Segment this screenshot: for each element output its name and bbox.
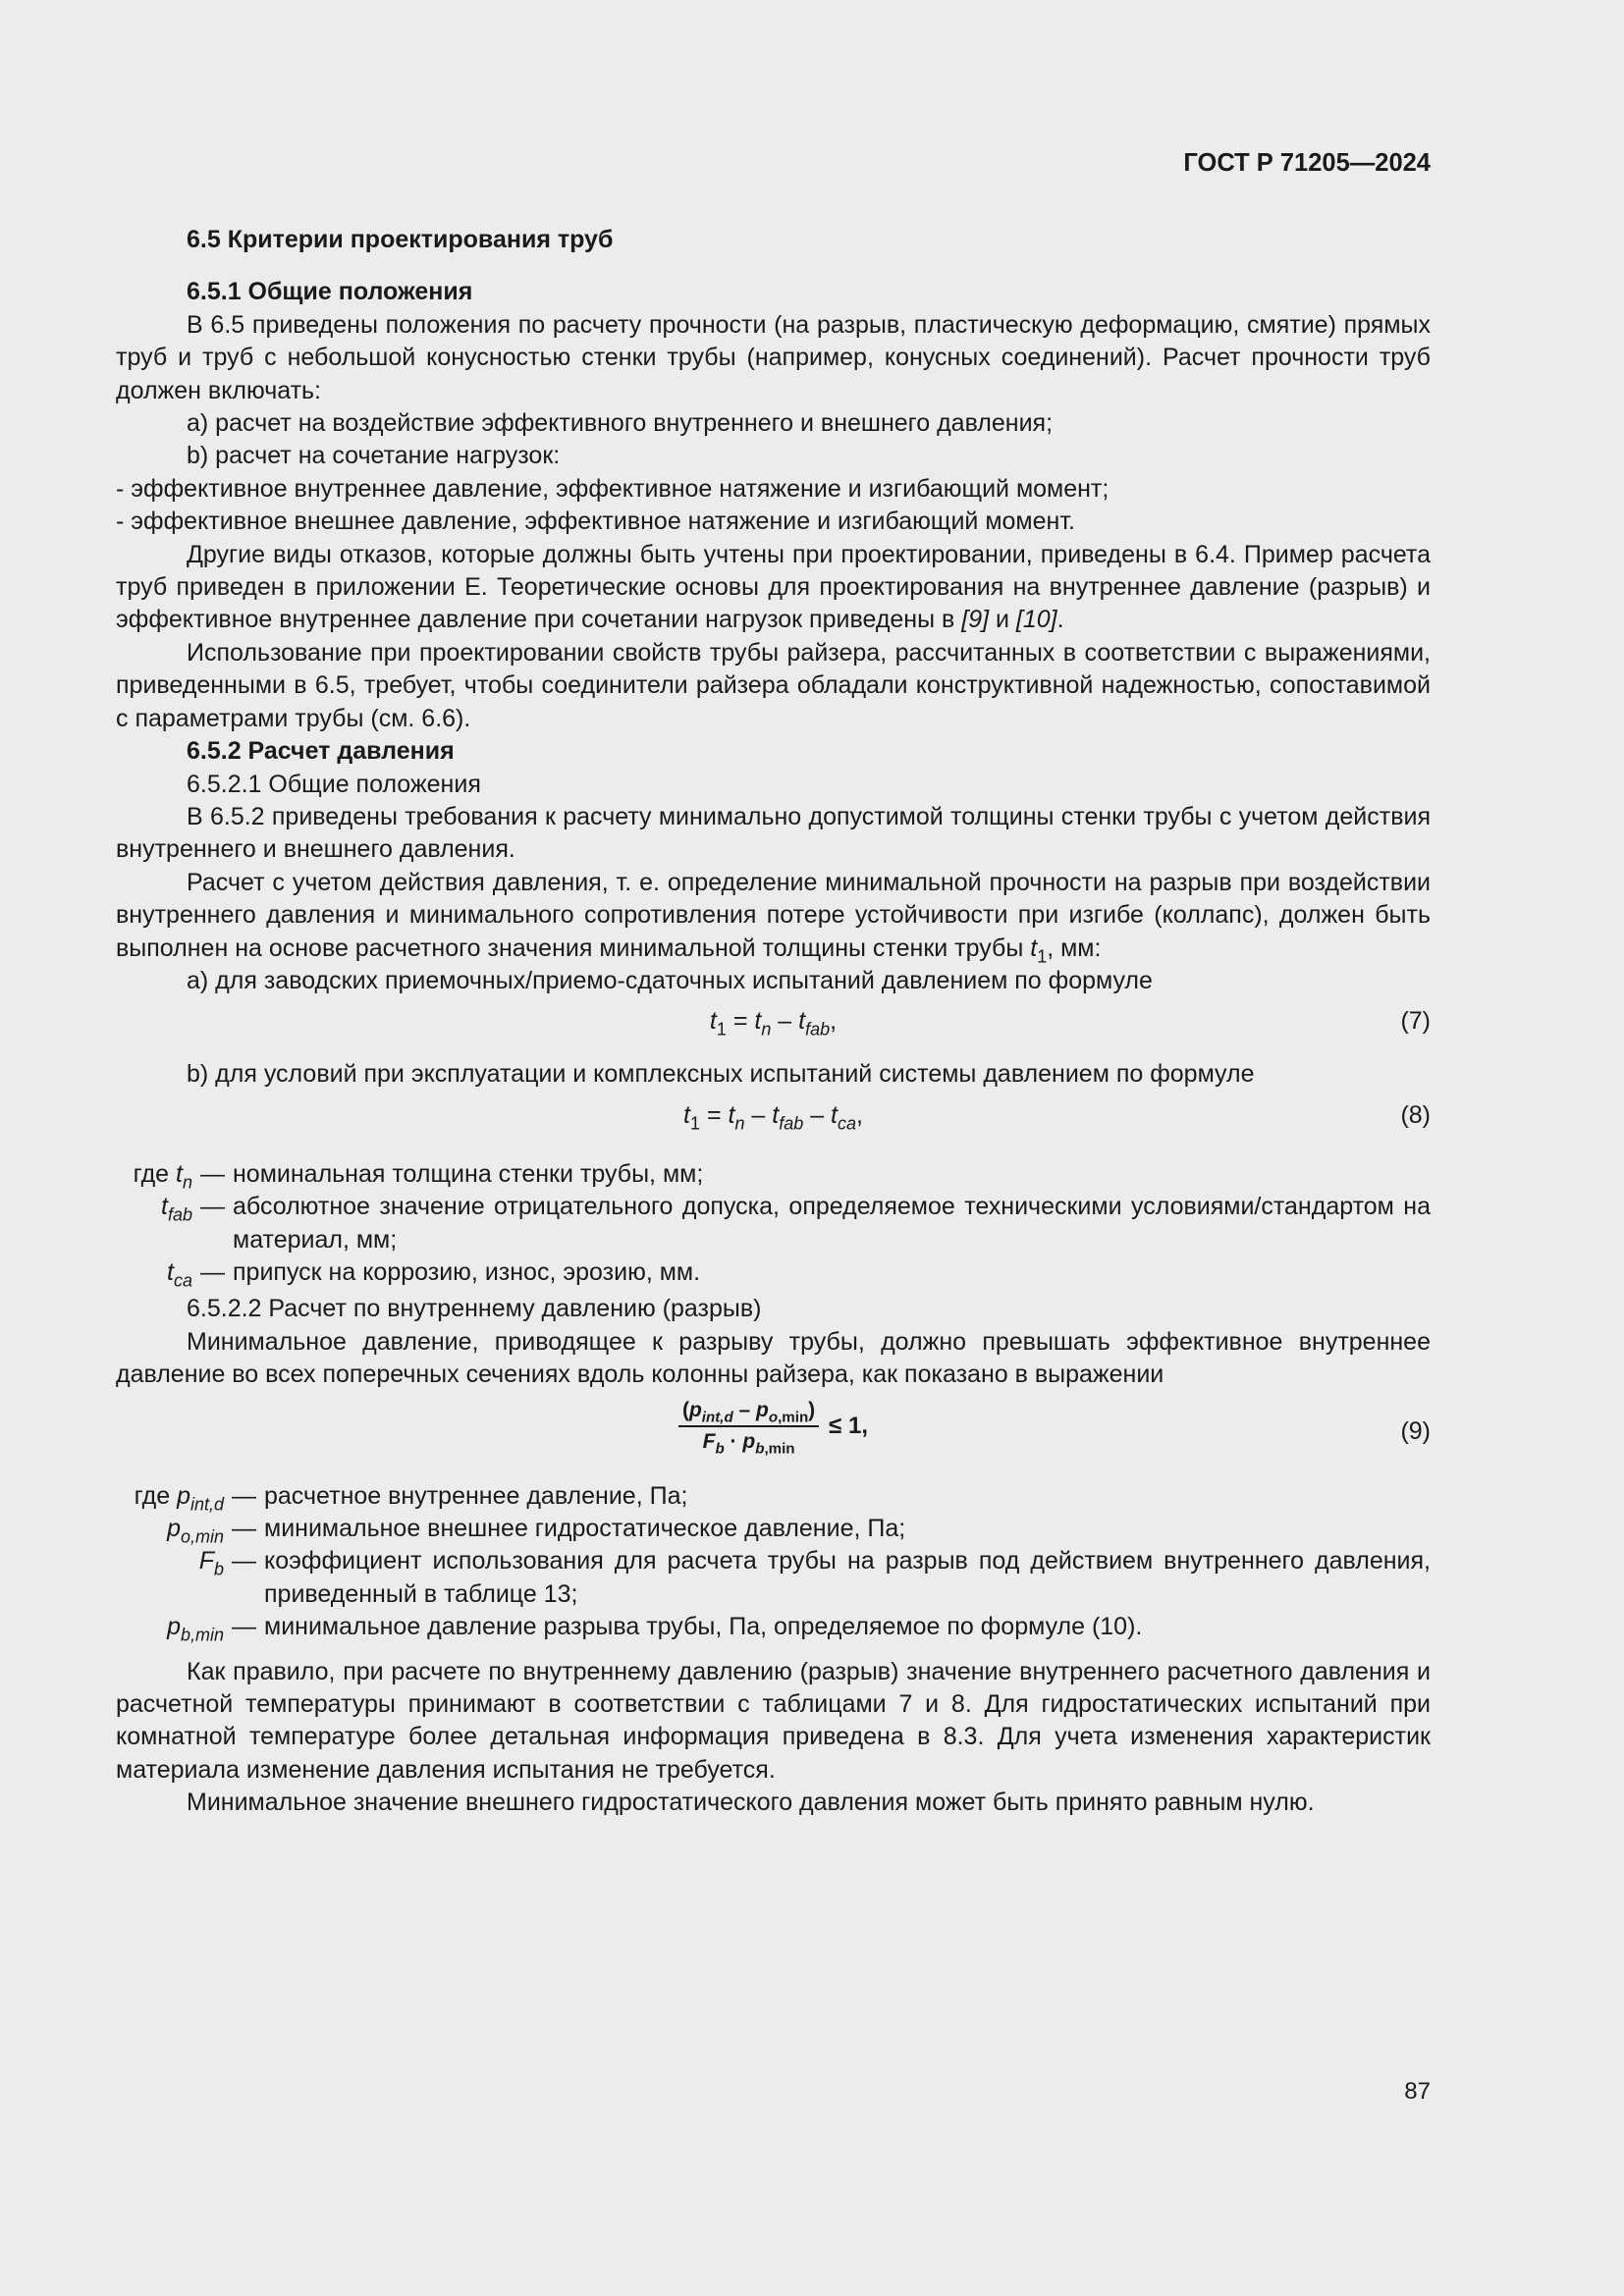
section-title-6-5: 6.5 Критерии проектирования труб: [187, 226, 614, 253]
definition-item: $t_{ca}$ — припуск на коррозию, износ, эрозию, мм.: [116, 1256, 1431, 1289]
subsection-title-6-5-2: 6.5.2 Расчет давления: [187, 737, 455, 766]
definitions-list: [116, 1158, 1431, 1290]
subsection-title-6-5-1: 6.5.1 Общие положения: [187, 278, 473, 306]
formula-8: [116, 1092, 1431, 1143]
definition-symbol: $p_{o,min}$: [167, 1515, 224, 1547]
definition-item: где $t_n$ — номинальная толщина стенки трубы, мм;: [116, 1158, 1431, 1191]
formula-7-number: (7): [1400, 1007, 1431, 1036]
definition-symbol: $p_{b,min}$: [167, 1613, 224, 1645]
definition-text: абсолютное значение отрицательного допуска, определяемое техническими условиями/стандартом на материал, мм;: [233, 1193, 1431, 1254]
paragraph: Как правило, при расчете по внутреннему давлению (разрыв) значение внутреннего расчетного давления и расчетной температуры принимают в соответствии с таблицами 7 и 8. Для гидростатических испытаний при комнатной температуре более детальная информация приведена в 8.3. Для учета изменения характеристик материала изменение давления испытания не требуется.: [116, 1657, 1431, 1784]
subsection-title-6-5-2-2: 6.5.2.2 Расчет по внутреннему давлению (разрыв): [187, 1295, 762, 1323]
definition-text: минимальное внешнее гидростатическое давление, Па;: [264, 1515, 906, 1542]
list-item: b) расчет на сочетание нагрузок:: [187, 442, 561, 470]
formula-8-number: (8): [1400, 1100, 1431, 1129]
reference-9: [9]: [961, 606, 990, 634]
definitions-list: [116, 1480, 1431, 1644]
document-body: [116, 224, 1431, 1820]
definition-text: припуск на коррозию, износ, эрозию, мм.: [233, 1257, 701, 1286]
formula-7-expression: $t_1 = t_n - t_{fab}$,: [709, 1007, 838, 1040]
formula-8-expression: $t_1 = t_n - t_{fab} - t_{ca}$,: [683, 1100, 863, 1134]
formula-9: [116, 1392, 1431, 1474]
definition-symbol: $t_{fab}$: [161, 1193, 192, 1225]
paragraph: Использование при проектировании свойств трубы райзера, рассчитанных в соответствии с выражениями, приведенными в 6.5, требует, чтобы соединители райзера обладали конструктивной надежностью, сопоставимой с параметрами трубы (см. 6.6).: [116, 638, 1431, 732]
definition-symbol: $F_b$: [198, 1547, 224, 1579]
paragraph: Другие виды отказов, которые должны быть учтены при проектировании, приведены в 6.4. Пример расчета труб приведен в приложении Е. Теоретические основы для проектирования на внутреннее давление (разрыв) и эффективное внутреннее давление при сочетании нагрузок приведены в [9] и [10].: [116, 540, 1431, 634]
list-item: a) для заводских приемочных/приемо-сдаточных испытаний давлением по формуле: [187, 966, 1153, 994]
definition-text: минимальное давление разрыва трубы, Па, определяемое по формуле (10).: [264, 1613, 1143, 1641]
dash-list-item: - эффективное внешнее давление, эффективное натяжение и изгибающий момент.: [116, 507, 1075, 536]
definition-text: номинальная толщина стенки трубы, мм;: [233, 1159, 704, 1188]
paragraph: Минимальное давление, приводящее к разрыву трубы, должно превышать эффективное внутреннее давление во всех поперечных сечениях вдоль колонны райзера, как показано в выражении: [116, 1327, 1431, 1389]
document-code: ГОСТ Р 71205—2024: [1183, 149, 1431, 177]
paragraph: В 6.5 приведены положения по расчету прочности (на разрыв, пластическую деформацию, смятие) прямых труб и труб с небольшой конусностью стенки трубы (например, конусных соединений). Расчет прочности труб должен включать:: [116, 310, 1431, 404]
formula-7: [116, 997, 1431, 1048]
definition-item: $p_{o,min}$ — минимальное внешнее гидростатическое давление, Па;: [116, 1513, 1431, 1545]
definition-item: где $p_{int,d}$ — расчетное внутреннее давление, Па;: [116, 1480, 1431, 1513]
definition-symbol: где $t_n$: [133, 1159, 192, 1193]
formula-9-expression: $\frac{(p_{int,d} - p_{o,min})}{F_b \cdot p_{b,min}}$ ≤ 1,: [116, 1396, 1431, 1457]
dash-list-item: - эффективное внутреннее давление, эффективное натяжение и изгибающий момент;: [116, 474, 1110, 503]
paragraph: Расчет с учетом действия давления, т. е. определение минимальной прочности на разрыв при воздействии внутреннего давления и минимального сопротивления потере устойчивости при изгибе (коллапс), должен быть выполнен на основе расчетного значения минимальной толщины стенки трубы $t_1$, мм:: [116, 868, 1431, 966]
definition-symbol: где $p_{int,d}$: [134, 1481, 224, 1514]
paragraph: В 6.5.2 приведены требования к расчету минимально допустимой толщины стенки трубы с учетом действия внутреннего и внешнего давления.: [116, 802, 1431, 864]
formula-9-number: (9): [1400, 1416, 1431, 1445]
definition-item: $t_{fab}$ — абсолютное значение отрицательного допуска, определяемое техническими условиями/стандартом на материал, мм;: [116, 1191, 1431, 1256]
definition-symbol: $t_{ca}$: [167, 1257, 192, 1291]
definition-item: $p_{b,min}$ — минимальное давление разрыва трубы, Па, определяемое по формуле (10).: [116, 1611, 1431, 1643]
definition-text: расчетное внутреннее давление, Па;: [264, 1481, 688, 1510]
subsection-title-6-5-2-1: 6.5.2.1 Общие положения: [187, 770, 481, 798]
page-number: 87: [1404, 2078, 1431, 2105]
paragraph: Минимальное значение внешнего гидростатического давления может быть принято равным нулю.: [187, 1789, 1315, 1817]
list-item: a) расчет на воздействие эффективного внутреннего и внешнего давления;: [187, 409, 1054, 438]
reference-10: [10]: [1015, 606, 1057, 634]
list-item: b) для условий при эксплуатации и комплексных испытаний системы давлением по формуле: [187, 1060, 1255, 1089]
definition-item: $F_b$ — коэффициент использования для расчета трубы на разрыв под действием внутреннего давления, приведенный в таблице 13;: [116, 1545, 1431, 1611]
definition-text: коэффициент использования для расчета трубы на разрыв под действием внутреннего давления, приведенный в таблице 13;: [264, 1547, 1431, 1608]
